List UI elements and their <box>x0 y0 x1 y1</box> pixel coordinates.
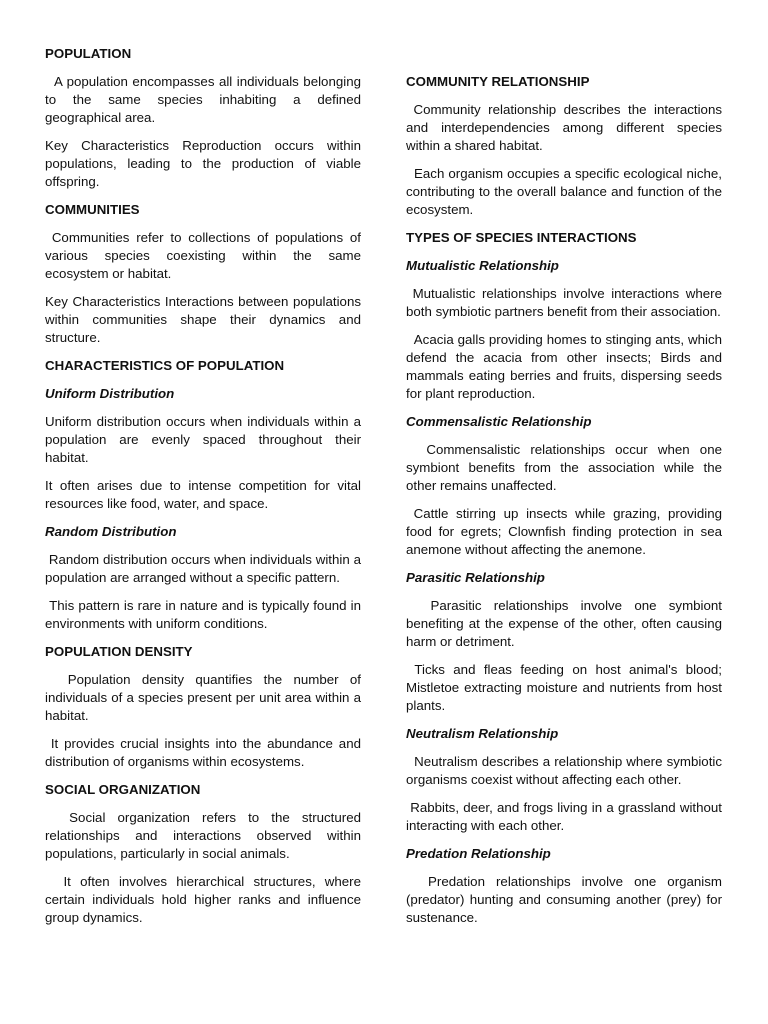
left-column <box>45 0 361 937</box>
heading-types-of-species-interactions: TYPES OF SPECIES INTERACTIONS <box>406 230 637 245</box>
paragraph: Key Characteristics Reproduction occurs within populations, leading to the production of viable offspring. <box>45 138 361 189</box>
paragraph: It often arises due to intense competition for vital resources like food, water, and space. <box>45 478 361 511</box>
paragraph: This pattern is rare in nature and is typically found in environments with uniform conditions. <box>45 598 361 631</box>
paragraph: Acacia galls providing homes to stinging ants, which defend the acacia from other insects; Birds and mammals eating berries and fruits, dispersing seeds for plant reproduction. <box>406 332 722 401</box>
paragraph: It often involves hierarchical structures, where certain individuals hold higher ranks and influence group dynamics. <box>45 874 361 925</box>
paragraph: Commensalistic relationships occur when one symbiont benefits from the association while the other remains unaffected. <box>406 442 722 493</box>
subheading-uniform-distribution: Uniform Distribution <box>45 386 175 401</box>
paragraph: A population encompasses all individuals belonging to the same species inhabiting a defined geographical area. <box>45 74 361 125</box>
heading-social-organization: SOCIAL ORGANIZATION <box>45 782 201 797</box>
heading-population-density: POPULATION DENSITY <box>45 644 193 659</box>
paragraph: Each organism occupies a specific ecological niche, contributing to the overall balance and function of the ecosystem. <box>406 166 722 217</box>
paragraph: Community relationship describes the interactions and interdependencies among different species within a shared habitat. <box>406 102 722 153</box>
paragraph: Cattle stirring up insects while grazing, providing food for egrets; Clownfish finding protection in sea anemone without affecting the anemone. <box>406 506 722 557</box>
subheading-parasitic-relationship: Parasitic Relationship <box>406 570 545 585</box>
paragraph: Social organization refers to the structured relationships and interactions observed within populations, particularly in social animals. <box>45 810 361 861</box>
paragraph: Parasitic relationships involve one symbiont benefiting at the expense of the other, often causing harm or detriment. <box>406 598 722 649</box>
paragraph: Ticks and fleas feeding on host animal's blood; Mistletoe extracting moisture and nutrients from host plants. <box>406 662 722 713</box>
heading-communities: COMMUNITIES <box>45 202 140 217</box>
paragraph: Communities refer to collections of populations of various species coexisting within the same ecosystem or habitat. <box>45 230 361 281</box>
paragraph: Predation relationships involve one organism (predator) hunting and consuming another (prey) for sustenance. <box>406 874 722 925</box>
paragraph: Mutualistic relationships involve interactions where both symbiotic partners benefit from their association. <box>406 286 722 319</box>
subheading-mutualistic-relationship: Mutualistic Relationship <box>406 258 559 273</box>
heading-population: POPULATION <box>45 46 132 61</box>
subheading-commensalistic-relationship: Commensalistic Relationship <box>406 414 592 429</box>
heading-community-relationship: COMMUNITY RELATIONSHIP <box>406 74 590 89</box>
heading-characteristics-of-population: CHARACTERISTICS OF POPULATION <box>45 358 285 373</box>
subheading-random-distribution: Random Distribution <box>45 524 177 539</box>
paragraph: Rabbits, deer, and frogs living in a grassland without interacting with each other. <box>406 800 722 833</box>
paragraph: Key Characteristics Interactions between populations within communities shape their dynamics and structure. <box>45 294 361 345</box>
paragraph: Neutralism describes a relationship where symbiotic organisms coexist without affecting each other. <box>406 754 722 787</box>
paragraph: Population density quantifies the number of individuals of a species present per unit area within a habitat. <box>45 672 361 723</box>
paragraph: It provides crucial insights into the abundance and distribution of organisms within ecosystems. <box>45 736 361 769</box>
subheading-predation-relationship: Predation Relationship <box>406 846 551 861</box>
right-column <box>406 0 722 937</box>
paragraph: Random distribution occurs when individuals within a population are arranged without a specific pattern. <box>45 552 361 585</box>
subheading-neutralism-relationship: Neutralism Relationship <box>406 726 559 741</box>
paragraph: Uniform distribution occurs when individuals within a population are evenly spaced throughout their habitat. <box>45 414 361 465</box>
